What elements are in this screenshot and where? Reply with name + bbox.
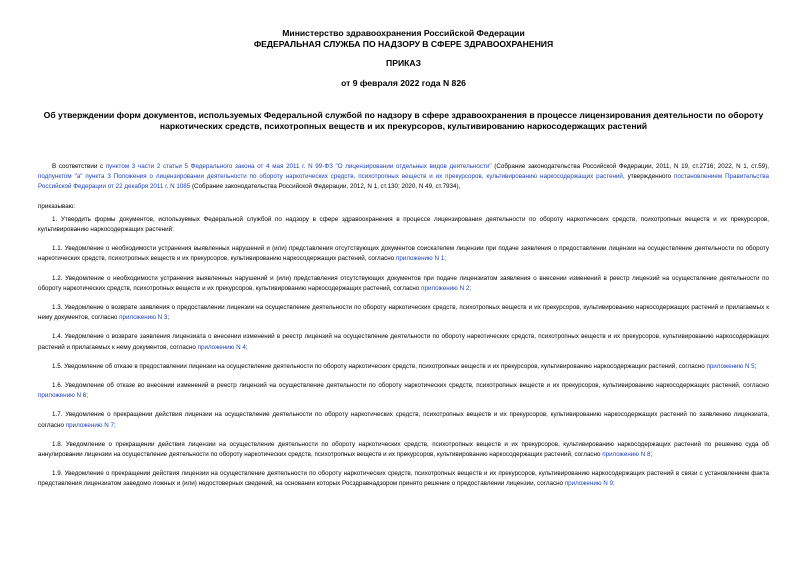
law-99fz-link[interactable]: пунктом 3 части 2 статьи 5 Федерального закона от 4 мая 2011 г. N 99-ФЗ "О лицензировании отдельных видов деятельности" [105, 163, 492, 170]
item-text: 1.4. Уведомление о возврате заявления лицензиата о внесении изменений в реестр лицензий на осуществление деятельности по обороту наркотических средств, психотропных веществ и их прекурсоров, культивированию наркосодержащих растений и прилагаемых к нему документов, согласно [38, 333, 769, 351]
appendix-9-link[interactable]: приложению N 9 [564, 480, 614, 488]
item-end: ; [167, 314, 170, 322]
appendix-3-link[interactable]: приложению N 3 [119, 314, 168, 322]
preamble-text: , утвержденного [622, 173, 674, 181]
item-text: 1.8. Уведомление о прекращении действия лицензии на осуществление деятельности по обороту наркотических средств, психотропных веществ и их прекурсоров, культивированию наркосодержащих растений по решению суда об аннулировании лицензии на осуществление деятельности по обороту наркотических средств, психотропных веществ и их прекурсоров, культивированию наркосодержащих растений, согласно [38, 440, 769, 459]
document-date: от 9 февраля 2022 года N 826 [341, 78, 466, 88]
appendix-2-link[interactable]: приложению N 2 [421, 284, 470, 292]
item-1-1-paragraph [38, 244, 769, 264]
document-header [38, 28, 769, 50]
preamble-paragraph [38, 162, 769, 193]
item-end: ; [245, 343, 248, 351]
item-1-paragraph: 1. Утвердить формы документов, используемых Федеральной службой по надзору в сфере здравоохранения в процессе лицензирования деятельности по обороту наркотических средств, психотропных веществ и их прекурсоров, культивированию наркосодержащих растений: [38, 215, 769, 234]
ministry-name: Министерство здравоохранения Российской Федерации [282, 28, 525, 38]
item-text: 1.6. Уведомление об отказе во внесении изменений в реестр лицензий на осуществление деятельности по обороту наркотических средств, психотропных веществ и их прекурсоров, культивированию наркосодержащих растений, согласно [52, 382, 769, 390]
item-1-4-paragraph [38, 332, 769, 352]
item-text: 1.5. Уведомление об отказе в предоставлении лицензии на осуществление деятельности по обороту наркотических средств, психотропных веществ и их прекурсоров, культивированию наркосодержащих растений, согласно [52, 362, 707, 370]
preamble-text: (Собрание законодательства Российской Федерации, 2011, N 19, ст.2716; 2022, N 1, ст.59), [491, 163, 769, 170]
preamble-text: (Собрание законодательства Российской Федерации, 2012, N 1, ст.130; 2020, N 49, ст.7934), [190, 183, 461, 191]
item-end: ; [469, 284, 472, 292]
regulation-subparagraph-link[interactable]: подпунктом "а" пункта 3 Положения о лицензировании деятельности по обороту наркотических средств, психотропных веществ и их прекурсоров, культивированию наркосодержащих растений [38, 173, 623, 181]
item-text: 1.7. Уведомление о прекращении действия лицензии на осуществление деятельности по обороту наркотических средств, психотропных веществ и их прекурсоров, культивированию наркосодержащих растений по заявлению лицензиата, согласно [38, 411, 769, 429]
government-resolution-link[interactable]: постановлением Правительства Российской Федерации от 22 декабря 2011 г. N 1085 [38, 173, 769, 191]
item-1-5-paragraph [38, 362, 769, 372]
document-title: Об утверждении форм документов, используемых Федеральной службой по надзору в сфере здравоохранения в процессе лицензирования деятельности по обороту наркотических средств, психотропных веществ и их прекурсоров, культивированию наркосодержащих растений [43, 110, 764, 131]
appendix-8-link[interactable]: приложению N 8 [602, 451, 651, 459]
item-text: 1.2. Уведомление о необходимости устранения выявленных нарушений и (или) представления отсутствующих документов при подаче лицензиатом заявления о внесении изменений в реестр лицензий на осуществление деятельности по обороту наркотических средств, психотропных веществ и их прекурсоров, культивированию наркосодержащих растений, согласно [38, 274, 769, 292]
service-name: ФЕДЕРАЛЬНАЯ СЛУЖБА ПО НАДЗОРУ В СФЕРЕ ЗДРАВООХРАНЕНИЯ [253, 39, 554, 49]
item-end: ; [113, 421, 116, 429]
preamble-text: В соответствии с [52, 163, 106, 170]
order-word: приказываю: [38, 202, 76, 210]
item-text: 1.9. Уведомление о прекращении действия лицензии на осуществление деятельности по обороту наркотических средств, психотропных веществ и их прекурсоров, культивированию наркосодержащих растений в связи с установлением факта представления лицензиатом заведомо ложных и (или) недостоверных сведений, на основании которых Росздравнадзором принято решение о предоставлении лицензии, согласно [38, 470, 769, 488]
item-text: 1.3. Уведомление о возврате заявления о предоставлении лицензии на осуществление деятельности по обороту наркотических средств, психотропных веществ и их прекурсоров, культивированию наркосодержащих растений и прилагаемых к нему документов, согласно [38, 304, 769, 322]
appendix-6-link[interactable]: приложению N 6 [38, 392, 87, 400]
item-1-7-paragraph [38, 410, 769, 430]
item-1-6-paragraph [38, 381, 769, 401]
item-end: ; [754, 362, 757, 370]
item-1-8-paragraph [38, 440, 769, 460]
item-end: ; [444, 255, 446, 263]
item-1-2-paragraph [38, 274, 769, 294]
appendix-1-link[interactable]: приложению N 1 [395, 255, 445, 263]
appendix-4-link[interactable]: приложению N 4 [197, 343, 246, 351]
appendix-5-link[interactable]: приложению N 5 [706, 362, 755, 370]
item-1-9-paragraph [38, 469, 769, 489]
appendix-7-link[interactable]: приложению N 7 [65, 421, 114, 429]
item-end: ; [650, 451, 653, 459]
document-type: ПРИКАЗ [386, 58, 421, 68]
item-end: ; [613, 480, 615, 488]
item-text: 1.1. Уведомление о необходимости устранения выявленных нарушений и (или) представления отсутствующих документов соискателем лицензии при подаче заявления о предоставлении лицензии на осуществление деятельности по обороту наркотических средств, психотропных веществ и их прекурсоров, культивированию наркосодержащих растений, согласно [38, 245, 769, 263]
item-1-3-paragraph [38, 303, 769, 323]
item-end: ; [86, 392, 88, 400]
